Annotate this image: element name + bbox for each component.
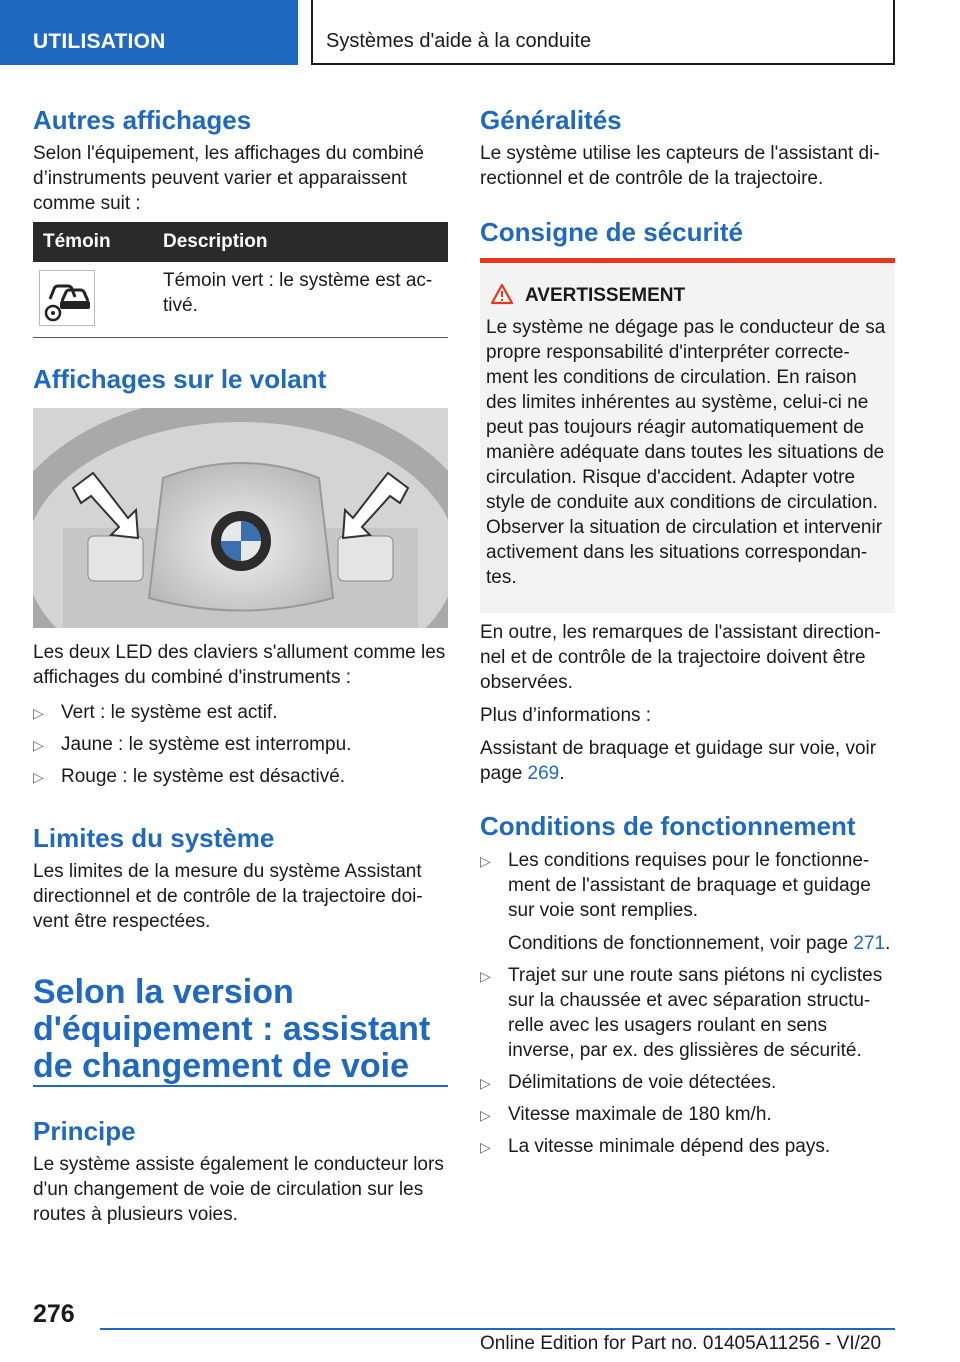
outre-text: En outre, les remarques de l'assistant direction- nel et de contrôle de la trajectoire doivent être observées. <box>480 622 881 693</box>
heading-divider <box>33 1085 448 1087</box>
lane-assist-indicator-icon <box>39 270 95 326</box>
triangle-bullet-icon: ▷ <box>480 1139 491 1155</box>
version-heading: Selon la version d'équipement : assistant de changement de voie <box>33 973 431 1085</box>
warning-title: AVERTISSEMENT <box>525 285 686 306</box>
list-item: ▷ Les conditions requises pour le fonctionne- ment de l'assistant de braquage et guidage sur voie sont remplies. Conditions de fonctionnement, voir page 271. <box>480 848 895 956</box>
list-item: ▷ Vert : le système est actif. <box>33 700 448 725</box>
triangle-bullet-icon: ▷ <box>33 737 44 753</box>
header-section-label: UTILISATION <box>33 30 166 53</box>
warning-triangle-icon <box>490 283 514 310</box>
conditions-heading: Conditions de fonctionnement <box>480 811 856 841</box>
table-header-description: Description <box>163 231 268 252</box>
triangle-bullet-icon: ▷ <box>33 769 44 785</box>
limites-text: Les limites de la mesure du système Assistant directionnel et de contrôle de la trajectoire doi- vent être respectées. <box>33 861 423 932</box>
triangle-bullet-icon: ▷ <box>33 705 44 721</box>
page-link[interactable]: 271 <box>853 933 886 954</box>
list-item: ▷ Vitesse maximale de 180 km/h. <box>480 1102 895 1127</box>
table-row <box>33 262 448 338</box>
header-section-tab <box>0 0 298 65</box>
footer-divider <box>100 1328 895 1330</box>
page-link[interactable]: 269 <box>527 763 560 784</box>
triangle-bullet-icon: ▷ <box>480 1107 491 1123</box>
list-item: ▷ La vitesse minimale dépend des pays. <box>480 1134 895 1159</box>
reference-text: Assistant de braquage et guidage sur voie, voir page 269. <box>480 738 877 784</box>
list-item: ▷ Jaune : le système est interrompu. <box>33 732 448 757</box>
warning-text: Le système ne dégage pas le conducteur de sa propre responsabilité d'interpréter correcte- ment les conditions de circulation. En raison des limites inhérentes au système, celui-ci ne peut pas toujours réagir automatiquement de manière adéquate dans toutes les situations de circulation. Risque d'accident. Adapter votre style de conduite aux conditions de circulation. Observer la situation de circulation et intervenir activement dans les situations correspondan- tes. <box>486 317 886 588</box>
list-item: ▷ Rouge : le système est désactivé. <box>33 764 448 789</box>
volant-text: Les deux LED des claviers s'allument comme les affichages du combiné d'instruments : <box>33 642 446 688</box>
affichages-volant-heading: Affichages sur le volant <box>33 364 327 394</box>
condition-reference: Conditions de fonctionnement, voir page 271. <box>508 933 891 954</box>
footer-edition: Online Edition for Part no. 01405A11256 - VI/20 <box>480 1333 882 1354</box>
principe-heading: Principe <box>33 1116 136 1146</box>
conditions-list <box>480 848 895 1159</box>
table-header-row <box>33 222 448 262</box>
list-item: ▷ Délimitations de voie détectées. <box>480 1070 895 1095</box>
volant-list <box>33 700 448 789</box>
table-row-description: Témoin vert : le système est ac- tivé. <box>163 270 433 316</box>
warning-box <box>480 258 895 613</box>
consigne-heading: Consigne de sécurité <box>480 217 743 247</box>
triangle-bullet-icon: ▷ <box>480 968 491 984</box>
steering-wheel-image <box>33 408 448 628</box>
list-item: ▷ Trajet sur une route sans piétons ni cyclistes sur la chaussée et avec séparation structu- relle avec les usagers roulant en sens inverse, par ex. des glissières de sécurité. <box>480 965 883 1061</box>
principe-text: Le système assiste également le conducteur lors d'un changement de voie de circulation sur les routes à plusieurs voies. <box>33 1154 444 1225</box>
generalites-text: Le système utilise les capteurs de l'assistant di- rectionnel et de contrôle de la trajectoire. <box>480 143 880 189</box>
header-chapter-box <box>311 0 895 65</box>
autres-affichages-text: Selon l'équipement, les affichages du combiné d’instruments peuvent varier et apparaissent comme suit : <box>33 143 424 214</box>
indicator-table <box>33 222 448 338</box>
plus-info-text: Plus d’informations : <box>480 705 652 726</box>
page-number: 276 <box>33 1300 75 1328</box>
triangle-bullet-icon: ▷ <box>480 853 491 869</box>
header-chapter-label: Systèmes d'aide à la conduite <box>326 30 592 52</box>
autres-affichages-heading: Autres affichages <box>33 105 252 135</box>
table-header-temoin: Témoin <box>43 231 111 252</box>
generalites-heading: Généralités <box>480 105 622 135</box>
triangle-bullet-icon: ▷ <box>480 1075 491 1091</box>
limites-heading: Limites du système <box>33 823 275 853</box>
